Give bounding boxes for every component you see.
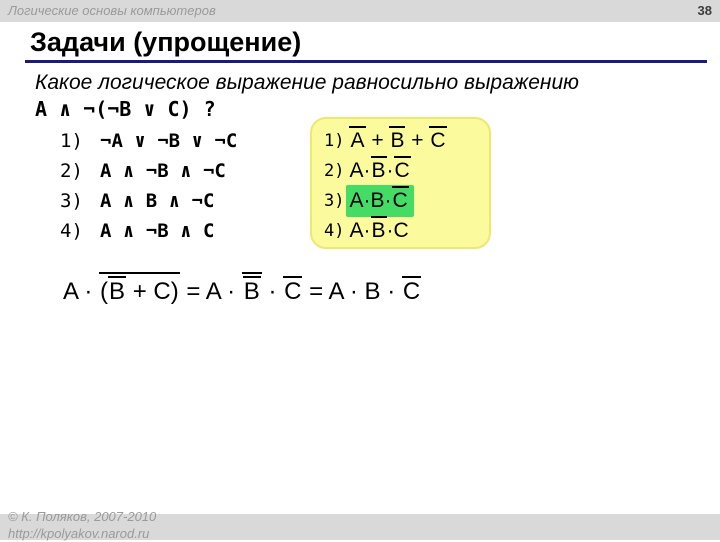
option-expression: A ∧ B ∧ ¬C xyxy=(100,190,215,212)
option-number: 4) xyxy=(60,220,83,242)
answer-number: 1) xyxy=(324,131,345,151)
option-number: 2) xyxy=(60,160,83,182)
answer-option-4 xyxy=(324,216,479,246)
answer-number: 3) xyxy=(324,191,345,211)
header-bar xyxy=(0,0,720,22)
answer-formula: A·B·C xyxy=(346,215,413,247)
option-row-4 xyxy=(60,218,237,248)
option-expression: A ∧ ¬B ∧ ¬C xyxy=(100,160,226,182)
answer-formula: A + B + C xyxy=(346,125,451,157)
option-row-3 xyxy=(60,188,237,218)
derivation-formula: A · (B + C) = A · B · C = A · B · C xyxy=(63,272,421,306)
page-number: 38 xyxy=(697,3,712,18)
footer xyxy=(8,508,156,542)
answer-number: 4) xyxy=(324,221,345,241)
option-row-1 xyxy=(60,128,237,158)
option-expression: ¬A ∨ ¬B ∨ ¬C xyxy=(100,130,238,152)
answer-option-1 xyxy=(324,126,479,156)
slide-title: Задачи (упрощение) xyxy=(30,27,302,57)
course-title: Логические основы компьютеров xyxy=(8,3,216,18)
answer-box xyxy=(310,117,491,249)
answer-option-3-correct xyxy=(324,186,479,216)
option-number: 3) xyxy=(60,190,83,212)
option-row-2 xyxy=(60,158,237,188)
question-expression: A ∧ ¬(¬B ∨ C) ? xyxy=(35,97,216,121)
option-expression: A ∧ ¬B ∧ C xyxy=(100,220,215,242)
footer-url[interactable]: http://kpolyakov.narod.ru xyxy=(8,526,150,541)
answer-option-2 xyxy=(324,156,479,186)
option-number: 1) xyxy=(60,130,83,152)
answer-number: 2) xyxy=(324,161,345,181)
answer-formula: A·B·C xyxy=(346,155,415,187)
options-list xyxy=(60,128,237,248)
title-underline xyxy=(25,60,707,63)
copyright: © К. Поляков, 2007-2010 xyxy=(8,509,157,524)
question-text: Какое логическое выражение равносильно выражению xyxy=(35,71,579,94)
answer-formula-highlighted: A·B·C xyxy=(346,185,413,217)
